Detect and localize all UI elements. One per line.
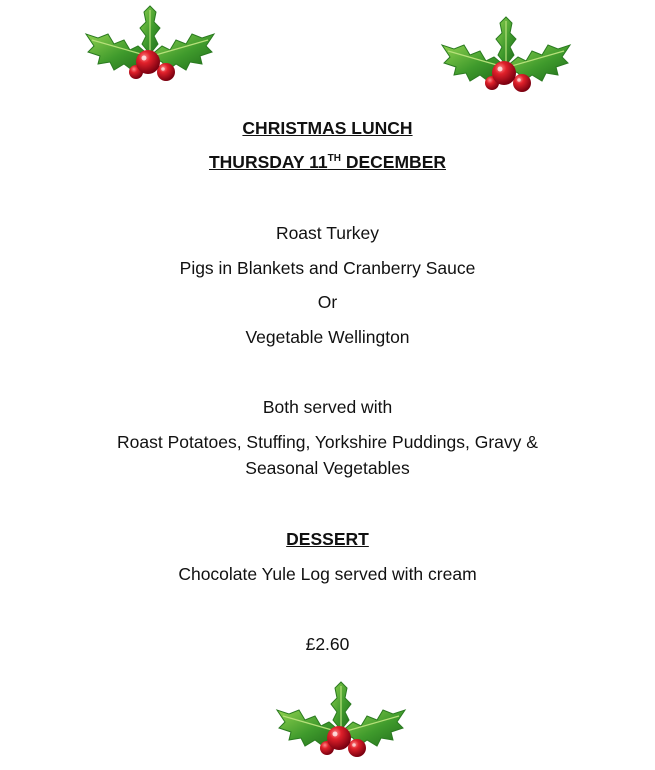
main-item-pigs-in-blankets: Pigs in Blankets and Cranberry Sauce	[179, 258, 476, 278]
menu-date-month: DECEMBER	[341, 152, 447, 172]
price: £2.60	[305, 634, 350, 654]
dessert-item: Chocolate Yule Log served with cream	[178, 564, 477, 584]
menu-date	[0, 151, 655, 173]
holly-icon	[436, 15, 576, 97]
served-with-label: Both served with	[262, 397, 393, 417]
holly-icon	[80, 4, 220, 86]
main-item-roast-turkey: Roast Turkey	[275, 223, 380, 243]
menu-date-day: THURSDAY 11	[208, 152, 328, 172]
menu-date-ordinal: TH	[327, 153, 341, 164]
main-item-vegetable-wellington: Vegetable Wellington	[245, 327, 410, 347]
sides-line-2: Seasonal Vegetables	[245, 458, 410, 478]
sides-line-1: Roast Potatoes, Stuffing, Yorkshire Puddings, Gravy &	[117, 432, 538, 452]
dessert-heading: DESSERT	[286, 529, 369, 549]
main-item-or: Or	[317, 292, 338, 312]
menu-title: CHRISTMAS LUNCH	[242, 118, 413, 138]
holly-icon	[271, 680, 411, 762]
